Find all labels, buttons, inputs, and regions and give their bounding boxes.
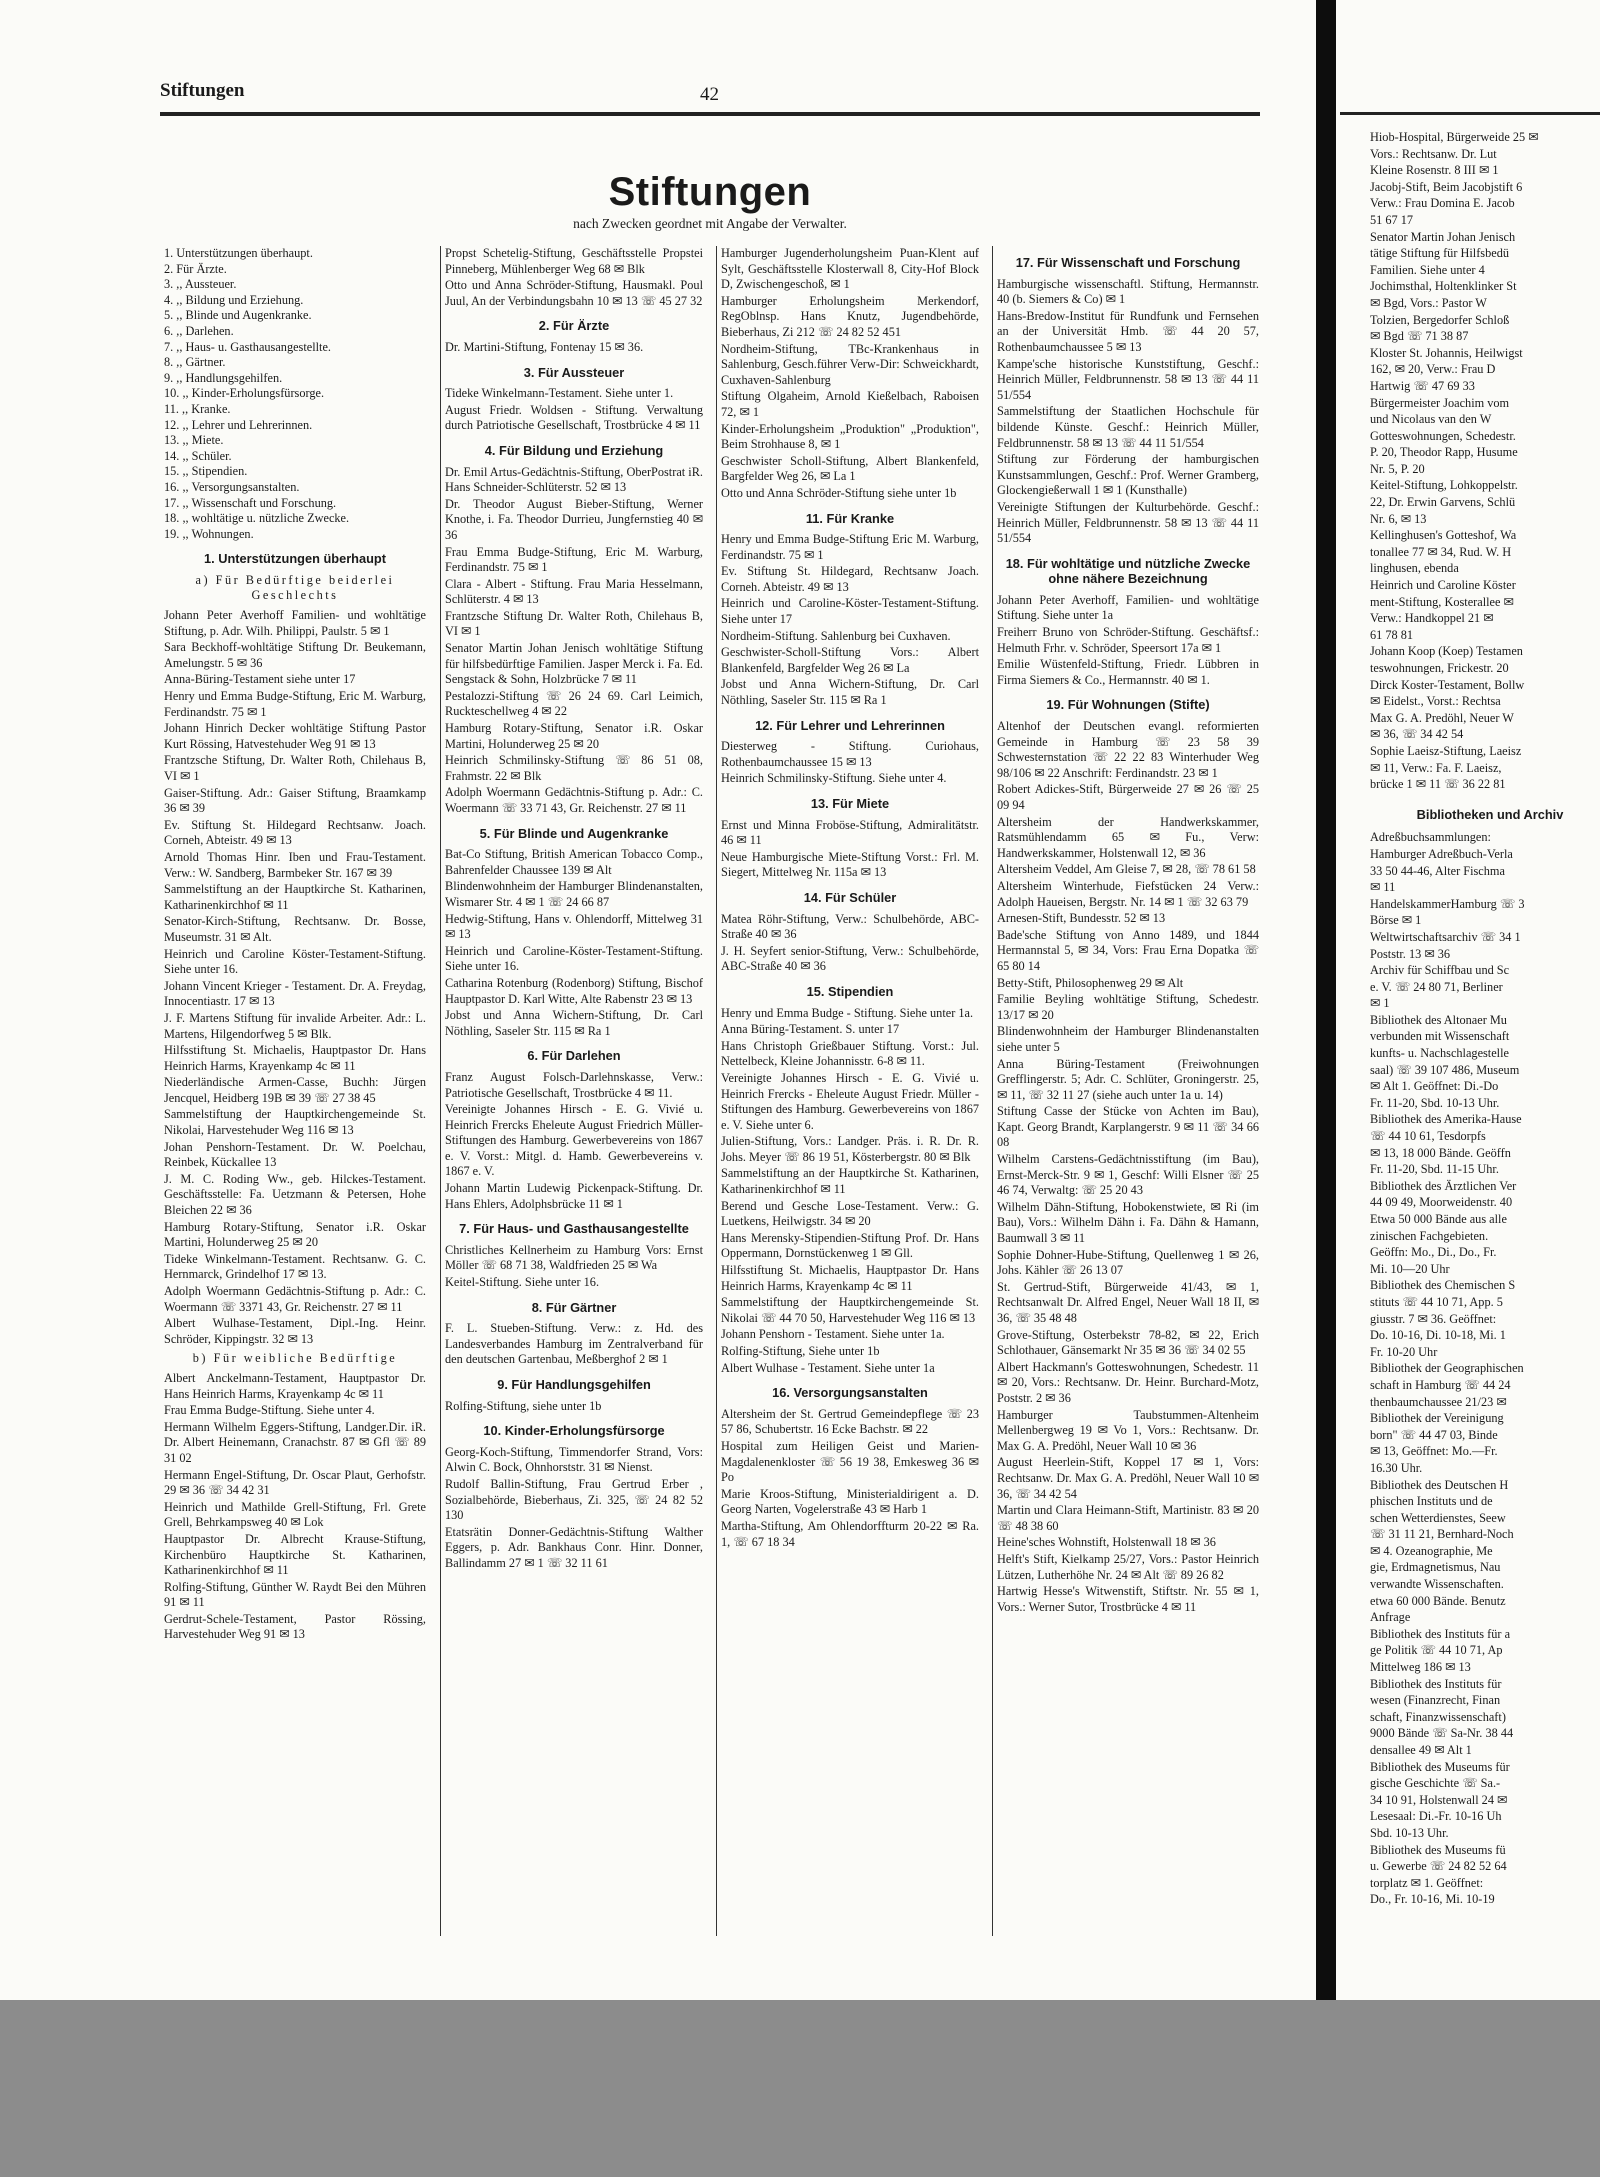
directory-entry: Keitel-Stiftung, Lohkoppelstr. bbox=[1370, 478, 1518, 493]
directory-entry: schaft, Finanzwissenschaft) bbox=[1370, 1709, 1506, 1724]
directory-entry: Kleine Rosenstr. 8 III ✉ 1 bbox=[1370, 163, 1499, 178]
directory-entry: ment-Stiftung, Kosterallee ✉ bbox=[1370, 594, 1514, 609]
directory-entry: Henry und Emma Budge - Stiftung. Siehe unter 1a. bbox=[721, 1005, 974, 1020]
directory-entry: Hermann Engel-Stiftung, Dr. Oscar Plaut, Gerhofstr. 29 ✉ 36 ☏ 34 42 31 bbox=[164, 1467, 426, 1498]
directory-entry: August Friedr. Woldsen - Stiftung. Verwaltung durch Patriotische Gesellschaft, Trostbrücke 4 ✉ 11 bbox=[445, 402, 703, 433]
directory-entry: Vors.: Rechtsanw. Dr. Lut bbox=[1370, 146, 1497, 161]
directory-entry: Hospital zum Heiligen Geist und Marien-Magdalenenkloster ☏ 56 19 38, Emkesweg 36 ✉ Po bbox=[721, 1438, 979, 1485]
directory-entry: Ev. Stiftung St. Hildegard Rechtsanw. Joach. Corneh, Abteistr. 49 ✉ 13 bbox=[164, 817, 426, 848]
directory-entry: Adreßbuchsammlungen: bbox=[1370, 830, 1491, 845]
directory-entry: Arnesen-Stift, Bundesstr. 52 ✉ 13 bbox=[997, 911, 1166, 926]
directory-entry: Fr. 11-20, Sbd. 11-15 Uhr. bbox=[1370, 1162, 1499, 1177]
directory-entry: Hilfsstiftung St. Michaelis, Hauptpastor Dr. Hans Heinrich Harms, Krayenkamp 4c ✉ 11 bbox=[721, 1263, 979, 1293]
directory-entry: Clara - Albert - Stiftung. Frau Maria Hesselmann, Schlüterstr. 4 ✉ 13 bbox=[445, 576, 703, 607]
directory-entry: Frantzsche Stiftung, Dr. Walter Roth, Chilehaus B, VI ✉ 1 bbox=[164, 753, 426, 783]
section-heading: 11. Für Kranke bbox=[805, 510, 895, 526]
section-heading: 14. Für Schüler bbox=[803, 889, 897, 905]
directory-entry: Stiftung Casse der Stücke von Achten im Bau), Kapt. Georg Brandt, Karplangerstr. 9 ✉ 11 ☏ 34 66 08 bbox=[997, 1104, 1259, 1150]
directory-entry: Mittelweg 186 ✉ 13 bbox=[1370, 1660, 1471, 1675]
directory-entry: Gaiser-Stiftung. Adr.: Gaiser Stiftung, Braamkamp 36 ✉ 39 bbox=[164, 785, 426, 816]
directory-entry: Rolfing-Stiftung, Siehe unter 1b bbox=[721, 1344, 880, 1358]
directory-entry: stituts ☏ 44 10 71, App. 5 bbox=[1370, 1294, 1503, 1309]
directory-entry: schaft in Hamburg ☏ 44 24 bbox=[1370, 1377, 1511, 1392]
directory-entry: Heinrich und Caroline-Köster-Testament-Stiftung. Siehe unter 16. bbox=[445, 943, 703, 974]
directory-entry: ✉ 11 bbox=[1370, 880, 1396, 895]
directory-entry: Senator Martin Johan Jenisch bbox=[1370, 229, 1516, 244]
directory-entry: Bibliothek des Museums fü bbox=[1370, 1842, 1506, 1857]
toc-item: 14. ,, Schüler. bbox=[164, 448, 232, 463]
directory-entry: ✉ Bgd, Vors.: Pastor W bbox=[1370, 295, 1487, 310]
directory-entry: Nr. 5, P. 20 bbox=[1370, 461, 1425, 476]
directory-entry: Bibliothek des Amerika-Hause bbox=[1370, 1112, 1522, 1127]
directory-entry: saal) ☏ 39 107 486, Museum bbox=[1370, 1062, 1520, 1077]
directory-entry: Lesesaal: Di.-Fr. 10-16 Uh bbox=[1370, 1809, 1502, 1824]
directory-entry: Tolzien, Bergedorfer Schloß bbox=[1370, 312, 1510, 327]
directory-entry: Frantzsche Stiftung Dr. Walter Roth, Chilehaus B, VI ✉ 1 bbox=[445, 608, 703, 639]
subsection-heading: b) Für weibliche Bedürftige bbox=[192, 1351, 398, 1366]
toc-item: 15. ,, Stipendien. bbox=[164, 464, 248, 479]
directory-entry: ☏ 31 11 21, Bernhard-Noch bbox=[1370, 1527, 1514, 1542]
section-heading: 8. Für Gärtner bbox=[531, 1299, 617, 1315]
directory-entry: Archiv für Schiffbau und Sc bbox=[1370, 963, 1510, 978]
directory-entry: Hiob-Hospital, Bürgerweide 25 ✉ bbox=[1370, 130, 1539, 144]
directory-entry: Johann Martin Ludewig Pickenpack-Stiftung. Dr. Hans Ehlers, Adolphsbrücke 11 ✉ 1 bbox=[445, 1181, 703, 1211]
directory-entry: etwa 60 000 Bände. Benutz bbox=[1370, 1593, 1506, 1608]
directory-entry: Anna Büring-Testament (Freiwohnungen Grefflingerstr. 5; Adr. C. Schlüter, Groningerstr. 25, ✉ 11, ☏ 32 11 27 (siehe auch unter 1a u. 14) bbox=[997, 1056, 1259, 1102]
directory-entry: Börse ✉ 1 bbox=[1370, 913, 1422, 928]
directory-entry: J. F. Martens Stiftung für invalide Arbeiter. Adr.: L. Martens, Hilgendorfweg 5 ✉ Blk. bbox=[164, 1010, 426, 1041]
directory-entry: verbunden mit Wissenschaft bbox=[1370, 1029, 1510, 1044]
directory-entry: Familie Beyling wohltätige Stiftung, Schedestr. 13/17 ✉ 20 bbox=[997, 992, 1259, 1022]
section-heading: 1. Unterstützungen überhaupt bbox=[204, 551, 386, 567]
directory-entry: phischen Instituts und de bbox=[1370, 1494, 1493, 1509]
directory-entry: St. Gertrud-Stift, Bürgerweide 41/43, ✉ 1, Rechtsanwalt Dr. Alfred Engel, Neuer Wall 18 II, ✉ 36, ☏ 35 48 48 bbox=[997, 1279, 1259, 1325]
directory-entry: Sammelstiftung an der Hauptkirche St. Katharinen, Katharinenkirchhof ✉ 11 bbox=[721, 1166, 979, 1197]
directory-entry: kunfts- u. Nachschlagestelle bbox=[1370, 1046, 1509, 1061]
directory-entry: wesen (Finanzrecht, Finan bbox=[1370, 1693, 1501, 1708]
directory-entry: Hamburg Rotary-Stiftung, Senator i.R. Oskar Martini, Holunderweg 25 ✉ 20 bbox=[445, 721, 703, 751]
directory-entry: ✉ 11, Verw.: Fa. F. Laeisz, bbox=[1370, 760, 1502, 775]
directory-entry: Bibliothek des Museums für bbox=[1370, 1759, 1510, 1774]
directory-entry: tätige Stiftung für Hilfsbedü bbox=[1370, 246, 1510, 261]
directory-entry: Rolfing-Stiftung, Günther W. Raydt Bei den Mühren 91 ✉ 11 bbox=[164, 1579, 426, 1610]
toc-item: 5. ,, Blinde und Augenkranke. bbox=[164, 308, 312, 323]
section-heading: 12. Für Lehrer und Lehrerinnen bbox=[755, 717, 945, 733]
section-heading: 3. Für Aussteuer bbox=[523, 364, 625, 380]
directory-entry: Rudolf Ballin-Stiftung, Frau Gertrud Erber , Sozialbehörde, Bieberhaus, Zi. 325, ☏ 24 82 52 130 bbox=[445, 1476, 703, 1523]
directory-entry: Fr. 11-20, Sbd. 10-13 Uhr. bbox=[1370, 1095, 1500, 1110]
directory-entry: ✉ 36, ☏ 34 42 54 bbox=[1370, 727, 1464, 742]
directory-entry: verwandte Wissenschaften. bbox=[1370, 1577, 1504, 1592]
directory-entry: ✉ Eidelst., Vorst.: Rechtsa bbox=[1370, 694, 1501, 709]
directory-entry: Hamburg Rotary-Stiftung, Senator i.R. Oskar Martini, Holunderweg 25 ✉ 20 bbox=[164, 1219, 426, 1250]
toc-item: 13. ,, Miete. bbox=[164, 433, 224, 448]
directory-entry: Albert Wulhase - Testament. Siehe unter 1a bbox=[721, 1360, 935, 1375]
directory-entry: Tideke Winkelmann-Testament. Siehe unter 1. bbox=[445, 386, 674, 401]
directory-entry: und Nicolaus van den W bbox=[1370, 412, 1492, 427]
directory-entry: Hartwig ☏ 47 69 33 bbox=[1370, 378, 1475, 393]
directory-entry: Dr. Martini-Stiftung, Fontenay 15 ✉ 36. bbox=[445, 339, 644, 354]
directory-entry: Ev. Stiftung St. Hildegard, Rechtsanw Joach. Corneh. Abteistr. 49 ✉ 13 bbox=[721, 564, 979, 594]
directory-entry: ✉ Alt 1. Geöffnet: Di.-Do bbox=[1370, 1079, 1499, 1094]
directory-entry: Vereinigte Stiftungen der Kulturbehörde. Geschf.: Heinrich Müller, Feldbrunnenstr. 58 ✉ 13 ☏ 44 11 51/554 bbox=[997, 499, 1259, 546]
directory-entry: Sammelstiftung an der Hauptkirche St. Katharinen, Katharinenkirchhof ✉ 11 bbox=[164, 882, 426, 912]
directory-entry: Nordheim-Stiftung. Sahlenburg bei Cuxhaven. bbox=[721, 628, 951, 643]
directory-entry: Hamburger Taubstummen-Altenheim Mellenbergweg 19 ✉ Vo 1, Vors.: Rechtsanw. Dr. Max G. A. Predöhl, Neuer Wall 10 ✉ 36 bbox=[997, 1407, 1259, 1453]
directory-entry: 162, ✉ 20, Verw.: Frau D bbox=[1370, 362, 1496, 377]
directory-entry: 16.30 Uhr. bbox=[1370, 1460, 1423, 1475]
directory-entry: Martha-Stiftung, Am Ohlendorffturm 20-22 ✉ Ra. 1, ☏ 67 18 34 bbox=[721, 1518, 979, 1549]
directory-entry: Otto und Anna Schröder-Stiftung, Hausmakl. Poul Juul, An der Verbindungsbahn 10 ✉ 13 ☏ 45 27 32 bbox=[445, 278, 703, 308]
directory-entry: Martin und Clara Heimann-Stift, Martinistr. 83 ✉ 20 ☏ 48 38 60 bbox=[997, 1503, 1259, 1533]
directory-entry: Dirck Koster-Testament, Bollw bbox=[1370, 677, 1525, 692]
directory-entry: Johann Penshorn - Testament. Siehe unter 1a. bbox=[721, 1327, 945, 1342]
directory-entry: Etwa 50 000 Bände aus alle bbox=[1370, 1212, 1507, 1226]
directory-entry: Stiftung zur Förderung der hamburgischen Kunstsammlungen, Geschf.: Prof. Werner Gramberg, Glockengießerwall 1 ✉ 1 (Kunsthalle) bbox=[997, 452, 1259, 498]
directory-entry: Heinrich und Caroline Köster-Testament-Stiftung. Siehe unter 16. bbox=[164, 946, 426, 977]
directory-entry: Johann Peter Averhoff, Familien- und wohltätige Stiftung. Siehe unter 1a bbox=[997, 592, 1259, 623]
directory-entry: 9000 Bände ☏ Sa-Nr. 38 44 bbox=[1370, 1726, 1514, 1741]
section-heading: 19. Für Wohnungen (Stifte) bbox=[1046, 697, 1210, 713]
directory-entry: e. V. ☏ 24 80 71, Berliner bbox=[1370, 979, 1503, 994]
book-gutter bbox=[1316, 0, 1336, 2000]
directory-entry: u. Gewerbe ☏ 24 82 52 64 bbox=[1370, 1859, 1507, 1874]
directory-entry: 34 10 91, Holstenwall 24 ✉ bbox=[1370, 1792, 1508, 1807]
directory-entry: Anfrage bbox=[1370, 1610, 1411, 1625]
directory-entry: Hans Merensky-Stipendien-Stiftung Prof. Dr. Hans Oppermann, Dornstückenweg 1 ✉ Gll. bbox=[721, 1230, 979, 1261]
directory-entry: Kinder-Erholungsheim „Produktion" „Produktion", Beim Strohhause 8, ✉ 1 bbox=[721, 421, 979, 452]
directory-entry: 33 50 44-46, Alter Fischma bbox=[1370, 863, 1505, 878]
directory-entry: schen Wetterdienstes, Seew bbox=[1370, 1510, 1506, 1525]
directory-entry: Altenhof der Deutschen evangl. reformierten Gemeinde in Hamburg ☏ 23 58 39 Schwesternstation ☏ 22 22 83 Winterhuder Weg 98/106 ✉ 22 Anschrift: Ferdinandstr. 23 ✉ 1 bbox=[997, 719, 1259, 780]
directory-entry: Jacobj-Stift, Beim Jacobjstift 6 bbox=[1370, 179, 1523, 194]
directory-entry: Kampe'sche historische Kunststiftung, Geschf.: Heinrich Müller, Feldbrunnenstr. 58 ✉ 13 ☏ 44 11 51/554 bbox=[997, 356, 1259, 402]
directory-entry: Emilie Wüstenfeld-Stiftung, Friedr. Lübbren in Firma Siemers & Co., Hermannstr. 40 ✉ 1. bbox=[997, 657, 1259, 687]
directory-entry: Albert Hackmann's Gotteswohnungen, Schedestr. 11 ✉ 20, Vors.: Rechtsanw. Dr. Heinr. Burchard-Motz, Poststr. 2 ✉ 36 bbox=[997, 1359, 1259, 1405]
directory-entry: Berend und Gesche Lose-Testament. Verw.: G. Luetkens, Heilwigstr. 34 ✉ 20 bbox=[721, 1198, 979, 1229]
directory-entry: Mi. 10—20 Uhr bbox=[1370, 1261, 1450, 1276]
directory-entry: Heine'sches Wohnstift, Holstenwall 18 ✉ 36 bbox=[997, 1535, 1216, 1550]
directory-entry: 51 67 17 bbox=[1370, 212, 1414, 227]
toc-item: 1. Unterstützungen überhaupt. bbox=[164, 246, 313, 260]
directory-entry: Tideke Winkelmann-Testament. Rechtsanw. G. C. Hernmarck, Grindelhof 17 ✉ 13. bbox=[164, 1251, 426, 1282]
directory-entry: Bat-Co Stiftung, British American Tobacco Comp., Bahrenfelder Chaussee 139 ✉ Alt bbox=[445, 847, 703, 877]
directory-entry: Hamburger Adreßbuch-Verla bbox=[1370, 846, 1513, 861]
section-heading: 13. Für Miete bbox=[810, 796, 890, 811]
directory-entry: 22, Dr. Erwin Garvens, Schlü bbox=[1370, 495, 1516, 510]
directory-entry: Senator Martin Johan Jenisch wohltätige Stiftung für hilfsbedürftige Familien. Jasper Merck i. Fa. Ed. Sengstack & Sohn, Holzbrücke 7 ✉ 11 bbox=[445, 641, 703, 687]
section-heading: 9. Für Handlungsgehilfen bbox=[497, 1377, 651, 1392]
directory-entry: Adolph Woermann Gedächtnis-Stiftung p. Adr.: C. Woermann ☏ 3371 43, Gr. Reichenstr. 27 ✉ 11 bbox=[164, 1284, 426, 1314]
directory-entry: Hilfsstiftung St. Michaelis, Hauptpastor Dr. Hans Heinrich Harms, Krayenkamp 4c ✉ 11 bbox=[164, 1043, 426, 1073]
directory-entry: Franz August Folsch-Darlehnskasse, Verw.: Patriotische Gesellschaft, Trostbrücke 4 ✉ 11. bbox=[445, 1069, 703, 1100]
directory-entry: born" ☏ 44 47 03, Binde bbox=[1370, 1427, 1498, 1442]
directory-entry: Henry und Emma Budge-Stiftung Eric M. Warburg, Ferdinandstr. 75 ✉ 1 bbox=[721, 532, 979, 562]
directory-entry: Adolph Woermann Gedächtnis-Stiftung p. Adr.: C. Woermann ☏ 33 71 43, Gr. Reichenstr. 27 ✉ 11 bbox=[445, 785, 703, 815]
directory-entry: Johann Hinrich Decker wohltätige Stiftung Pastor Kurt Rössing, Hatvestehuder Weg 91 ✉ 13 bbox=[164, 721, 426, 751]
toc-item: 9. ,, Handlungsgehilfen. bbox=[164, 370, 283, 385]
directory-entry: J. H. Seyfert senior-Stiftung, Verw.: Schulbehörde, ABC-Straße 40 ✉ 36 bbox=[721, 943, 979, 974]
section-heading: 17. Für Wissenschaft und Forschung bbox=[1015, 255, 1241, 270]
directory-entry: Propst Schetelig-Stiftung, Geschäftsstelle Propstei Pinneberg, Mühlenberger Weg 68 ✉ Blk bbox=[445, 246, 703, 276]
directory-entry: Stiftung Olgaheim, Arnold Kießelbach, Raboisen 72, ✉ 1 bbox=[721, 389, 979, 419]
directory-entry: Sbd. 10-13 Uhr. bbox=[1370, 1825, 1449, 1840]
directory-entry: Johann Koop (Koep) Testamen bbox=[1370, 644, 1523, 659]
directory-entry: Jochimsthal, Holtenklinker St bbox=[1370, 279, 1517, 294]
toc-item: 10. ,, Kinder-Erholungsfürsorge. bbox=[164, 386, 325, 401]
directory-entry: Gerdrut-Schele-Testament, Pastor Rössing, Harvestehuder Weg 91 ✉ 13 bbox=[164, 1611, 426, 1642]
directory-entry: Johann Vincent Krieger - Testament. Dr. A. Freydag, Innocentiastr. 17 ✉ 13 bbox=[164, 978, 426, 1009]
directory-entry: Marie Kroos-Stiftung, Ministerialdirigent a. D. Georg Narten, Vogelerstraße 43 ✉ Harb 1 bbox=[721, 1486, 979, 1517]
directory-entry: Do., Fr. 10-16, Mi. 10-19 bbox=[1370, 1892, 1495, 1907]
directory-entry: ✉ 13, 18 000 Bände. Geöffn bbox=[1370, 1145, 1511, 1160]
directory-entry: teswohnungen, Frickestr. 20 bbox=[1370, 661, 1509, 675]
section-heading: 18. Für wohltätige und nützliche Zwecke ohne nähere Bezeichnung bbox=[1005, 555, 1251, 587]
directory-entry: HandelskammerHamburg ☏ 3 bbox=[1370, 896, 1525, 911]
scan-background bbox=[0, 2000, 1600, 2177]
toc-item: 6. ,, Darlehen. bbox=[164, 323, 234, 338]
directory-entry: Familien. Siehe unter 4 bbox=[1370, 262, 1485, 277]
directory-entry: Henry und Emma Budge-Stiftung, Eric M. Warburg, Ferdinandstr. 75 ✉ 1 bbox=[164, 689, 426, 719]
toc-item: 17. ,, Wissenschaft und Forschung. bbox=[164, 495, 337, 510]
directory-entry: Jobst und Anna Wichern-Stiftung, Dr. Carl Nöthling, Saseler Str. 115 ✉ Ra 1 bbox=[445, 1008, 703, 1038]
facing-page-column bbox=[1370, 130, 1600, 1910]
directory-entry: Neue Hamburgische Miete-Stiftung Vorst.: Frl. M. Siegert, Mittelweg Nr. 115a ✉ 13 bbox=[721, 849, 979, 880]
directory-entry: Johann Peter Averhoff Familien- und wohltätige Stiftung, p. Adr. Wilh. Philippi, Paulstr. 5 ✉ 1 bbox=[164, 608, 426, 638]
directory-entry: Nr. 6, ✉ 13 bbox=[1370, 511, 1427, 526]
directory-entry: Gotteswohnungen, Schedestr. bbox=[1370, 428, 1516, 443]
directory-entry: ☏ 44 10 61, Tesdorpfs bbox=[1370, 1129, 1486, 1144]
directory-entry: Senator-Kirch-Stiftung, Rechtsanw. Dr. Bosse, Museumstr. 31 ✉ Alt. bbox=[164, 914, 426, 944]
directory-entry: Bibliothek des Altonaer Mu bbox=[1370, 1012, 1507, 1027]
directory-entry: Frau Emma Budge-Stiftung, Eric M. Warburg, Ferdinandstr. 75 ✉ 1 bbox=[445, 544, 703, 575]
directory-entry: Bürgermeister Joachim vom bbox=[1370, 395, 1510, 410]
directory-entry: ✉ 13, Geöffnet: Mo.—Fr. bbox=[1370, 1444, 1498, 1459]
directory-entry: ✉ 4. Ozeanographie, Me bbox=[1370, 1543, 1493, 1558]
page-subtitle: nach Zwecken geordnet mit Angabe der Verwalter. bbox=[573, 216, 847, 231]
directory-entry: Bibliothek der Vereinigung bbox=[1370, 1411, 1504, 1426]
directory-entry: Fr. 10-20 Uhr bbox=[1370, 1344, 1438, 1359]
directory-entry: Bibliothek des Instituts für a bbox=[1370, 1626, 1511, 1641]
directory-entry: Freiherr Bruno von Schröder-Stiftung. Geschäftsf.: Helmuth Frhr. v. Schröder, Speersort 17a ✉ 1 bbox=[997, 625, 1259, 655]
directory-entry: Geschwister Scholl-Stiftung, Albert Blankenfeld, Bargfelder Weg 26, ✉ La 1 bbox=[721, 453, 979, 484]
section-heading: 6. Für Darlehen bbox=[527, 1048, 621, 1064]
section-heading: 5. Für Blinde und Augenkranke bbox=[479, 825, 669, 841]
directory-entry: Altersheim der St. Gertrud Gemeindepflege ☏ 23 57 86, Schubertstr. 16 Ecke Bachstr. ✉ 22 bbox=[721, 1406, 979, 1437]
directory-entry: Heinrich und Mathilde Grell-Stiftung, Frl. Grete Grell, Behrkampsweg 40 ✉ Lok bbox=[164, 1499, 426, 1530]
directory-entry: Poststr. 13 ✉ 36 bbox=[1370, 946, 1451, 961]
subsection-heading: a) Für Bedürftige beiderlei Geschlechts bbox=[195, 572, 395, 603]
directory-entry: Verw.: Handkoppel 21 ✉ bbox=[1370, 611, 1494, 626]
directory-entry: Heinrich Schmilinsky-Stiftung ☏ 86 51 08, Frahmstr. 22 ✉ Blk bbox=[445, 753, 703, 783]
toc-item: 16. ,, Versorgungsanstalten. bbox=[164, 479, 300, 494]
directory-entry: Bibliothek des Ärztlichen Ver bbox=[1370, 1178, 1517, 1193]
directory-entry: Anna Büring-Testament. S. unter 17 bbox=[721, 1022, 900, 1037]
directory-entry: Ernst und Minna Froböse-Stiftung, Admiralitätstr. 46 ✉ 11 bbox=[721, 817, 979, 848]
running-header bbox=[160, 78, 1260, 116]
directory-entry: Altersheim der Handwerkskammer, Ratsmühlendamm 65 ✉ Fu., Verw: Handwerkskammer, Holstenwall 12, ✉ 36 bbox=[997, 814, 1259, 860]
toc-item: 8. ,, Gärtner. bbox=[164, 355, 226, 370]
section-heading: 16. Versorgungsanstalten bbox=[772, 1385, 928, 1401]
directory-entry: ✉ 1 bbox=[1370, 996, 1390, 1011]
directory-entry: Hamburger Jugenderholungsheim Puan-Klent auf Sylt, Geschäftsstelle Klosterwall 8, City-Hof Block D, Zwischengeschoß, ✉ 1 bbox=[721, 246, 979, 292]
directory-entry: Bibliothek der Geographischen bbox=[1370, 1361, 1524, 1376]
directory-entry: Sophie Dohner-Hube-Stiftung, Quellenweg 1 ✉ 26, Johs. Kähler ☏ 26 13 07 bbox=[997, 1247, 1259, 1278]
directory-entry: Altersheim Winterhude, Fiefstücken 24 Verw.: Adolph Haueisen, Bergstr. Nr. 14 ✉ 1 ☏ 32 63 79 bbox=[997, 878, 1259, 909]
directory-entry: 44 09 49, Moorweidenstr. 40 bbox=[1370, 1195, 1513, 1210]
directory-entry: ✉ Bgd ☏ 71 38 87 bbox=[1370, 329, 1469, 344]
directory-entry: Sammelstiftung der Staatlichen Hochschule für bildende Künste. Geschf.: Heinrich Müller, Feldbrunnenstr. 58 ✉ 13 ☏ 44 11 51/554 bbox=[997, 404, 1259, 450]
directory-entry: Nordheim-Stiftung, TBc-Krankenhaus in Sahlenburg, Gesch.führer Verw-Dir: Schweickhardt, Cuxhaven-Sahlenburg bbox=[721, 341, 979, 387]
directory-entry: Catharina Rotenburg (Rodenborg) Stiftung, Bischof Hauptpastor D. Karl Witte, Alte Rabenstr 23 ✉ 13 bbox=[445, 975, 703, 1006]
directory-entry: Robert Adickes-Stift, Bürgerweide 27 ✉ 26 ☏ 25 09 94 bbox=[997, 782, 1259, 812]
directory-entry: Altersheim Veddel, Am Gleise 7, ✉ 28, ☏ 78 61 58 bbox=[997, 862, 1256, 877]
directory-entry: thenbaumchaussee 21/23 ✉ bbox=[1370, 1394, 1507, 1409]
directory-entry: Betty-Stift, Philosophenweg 29 ✉ Alt bbox=[997, 975, 1184, 990]
page-number: 42 bbox=[700, 84, 719, 105]
directory-entry: Grove-Stiftung, Osterbekstr 78-82, ✉ 22, Erich Schlothauer, Gänsemarkt Nr 35 ✉ 36 ☏ 34 02 55 bbox=[997, 1327, 1259, 1358]
directory-entry: Heinrich und Caroline-Köster-Testament-Stiftung. Siehe unter 17 bbox=[721, 596, 979, 627]
directory-entry: Johan Penshorn-Testament. Dr. W. Poelchau, Reinbek, Kückallee 13 bbox=[164, 1139, 426, 1170]
directory-entry: Vereinigte Johannes Hirsch - E. G. Vivié u. Heinrich Frercks Eheleute August Friedrich Müller-Stiftungen des Hamburg. Gewerbevereins von 1867 e. V. Vorst.: Mitgl. d. Hamb. Gewerbevereins v. 1867 e. V. bbox=[445, 1102, 703, 1179]
directory-entry: Otto und Anna Schröder-Stiftung siehe unter 1b bbox=[721, 485, 957, 500]
directory-entry: tonallee 77 ✉ 34, Rud. W. H bbox=[1370, 544, 1512, 559]
text-column-3 bbox=[716, 246, 979, 1936]
directory-entry: F. L. Stueben-Stiftung. Verw.: z. Hd. des Landesverbandes Hamburg im Zentralverband für den deutschen Gartenbau, Meßberghof 2 ✉ 1 bbox=[445, 1321, 703, 1367]
directory-entry: 61 78 81 bbox=[1370, 627, 1414, 642]
toc-item: 4. ,, Bildung und Erziehung. bbox=[164, 292, 304, 307]
directory-entry: Keitel-Stiftung. Siehe unter 16. bbox=[445, 1275, 600, 1290]
directory-entry: P. 20, Theodor Rapp, Husume bbox=[1370, 445, 1518, 460]
directory-entry: Georg-Koch-Stiftung, Timmendorfer Strand, Vors: Alwin C. Bock, Ohnhorststr. 31 ✉ Nienst. bbox=[445, 1444, 703, 1475]
directory-entry: gie, Erdmagnetismus, Nau bbox=[1370, 1560, 1501, 1575]
section-heading: 7. Für Haus- und Gasthausangestellte bbox=[459, 1221, 689, 1237]
directory-entry: Blindenwohnheim der Hamburger Blindenanstalten siehe unter 5 bbox=[997, 1024, 1259, 1054]
directory-entry: Helft's Stift, Kielkamp 25/27, Vors.: Pastor Heinrich Lützen, Lutherhöhe Nr. 24 ✉ Alt ☏ 89 26 82 bbox=[997, 1551, 1259, 1582]
directory-entry: Etatsrätin Donner-Gedächtnis-Stiftung Walther Eggers, p. Adr. Bankhaus Conr. Hinr. Donner, Ballindamm 27 ✉ 1 ☏ 32 11 61 bbox=[445, 1524, 703, 1570]
section-heading: 4. Für Bildung und Erziehung bbox=[484, 442, 664, 458]
toc-item: 3. ,, Aussteuer. bbox=[164, 277, 237, 292]
directory-entry: Bibliothek des Chemischen S bbox=[1370, 1278, 1516, 1293]
directory-entry: Jobst und Anna Wichern-Stiftung, Dr. Carl Nöthling, Saseler Str. 115 ✉ Ra 1 bbox=[721, 677, 979, 708]
directory-entry: Wilhelm Dähn-Stiftung, Hobokenstwiete, ✉ Ri (im Bau), Vors.: Wilhelm Dähn i. Fa. Dähn & Hamann, Baumwall 3 ✉ 11 bbox=[997, 1199, 1259, 1246]
directory-entry: Hamburger Erholungsheim Merkendorf, RegOblnsp. Hans Knutz, Jugendbehörde, Bieberhaus, Zi 212 ☏ 24 82 52 451 bbox=[721, 293, 979, 339]
toc-item: 19. ,, Wohnungen. bbox=[164, 526, 254, 541]
directory-entry: brücke 1 ✉ 11 ☏ 36 22 81 bbox=[1370, 777, 1506, 792]
directory-entry: torplatz ✉ 1. Geöffnet: bbox=[1370, 1875, 1484, 1890]
directory-entry: Albert Anckelmann-Testament, Hauptpastor Dr. Hans Heinrich Harms, Krayenkamp 4c ✉ 11 bbox=[164, 1370, 426, 1401]
directory-entry: Hartwig Hesse's Witwenstift, Stiftstr. Nr. 55 ✉ 1, Vors.: Werner Sutor, Trostbrücke 4 ✉ 11 bbox=[997, 1584, 1259, 1614]
toc-item: 18. ,, wohltätige u. nützliche Zwecke. bbox=[164, 511, 350, 526]
facing-page-header-rule bbox=[1340, 112, 1600, 115]
directory-entry: Sammelstiftung der Hauptkirchengemeinde St. Nikolai, Harvestehuder Weg 116 ✉ 13 bbox=[164, 1107, 426, 1138]
toc-item: 11. ,, Kranke. bbox=[164, 401, 231, 416]
directory-entry: Dr. Emil Artus-Gedächtnis-Stiftung, OberPostrat iR. Hans Schneider-Schlüterstr. 52 ✉ 13 bbox=[445, 464, 703, 495]
directory-entry: Sammelstiftung der Hauptkirchengemeinde St. Nikolai ☏ 44 70 50, Harvestehuder Weg 116 ✉ 13 bbox=[721, 1295, 979, 1325]
directory-entry: densallee 49 ✉ Alt 1 bbox=[1370, 1743, 1472, 1757]
text-column-2 bbox=[440, 246, 703, 1936]
directory-entry: Rolfing-Stiftung, siehe unter 1b bbox=[445, 1398, 602, 1413]
directory-entry: J. M. C. Roding Ww., geb. Hilckes-Testament. Geschäftsstelle: Fa. Uetzmann & Petersen, Hohe Bleichen 22 ✉ 36 bbox=[164, 1171, 426, 1218]
directory-entry: zinischen Fachgebieten. bbox=[1370, 1228, 1489, 1243]
directory-entry: Geschwister-Scholl-Stiftung Vors.: Albert Blankenfeld, Bargfelder Weg 26 ✉ La bbox=[721, 645, 979, 675]
directory-entry: Max G. A. Predöhl, Neuer W bbox=[1370, 710, 1514, 725]
directory-entry: Verw.: Frau Domina E. Jacob bbox=[1370, 196, 1515, 211]
directory-entry: Diesterweg - Stiftung. Curiohaus, Rothenbaumchaussee 15 ✉ 13 bbox=[721, 739, 979, 769]
toc-item: 7. ,, Haus- u. Gasthausangestellte. bbox=[164, 339, 331, 354]
directory-entry: Blindenwohnheim der Hamburger Blindenanstalten, Wismarer Str. 4 ✉ 1 ☏ 24 66 87 bbox=[445, 879, 703, 909]
directory-entry: Hans-Bredow-Institut für Rundfunk und Fernsehen an der Universität Hmb. ☏ 44 20 57, Rothenbaumchaussee 5 ✉ 13 bbox=[997, 308, 1259, 354]
directory-entry: gische Geschichte ☏ Sa.- bbox=[1370, 1776, 1501, 1791]
text-column-4 bbox=[992, 246, 1259, 1936]
directory-entry: Heinrich Schmilinsky-Stiftung. Siehe unter 4. bbox=[721, 771, 947, 786]
directory-entry: Arnold Thomas Hinr. Iben und Frau-Testament. Verw.: W. Sandberg, Barmbeker Str. 167 ✉ 39 bbox=[164, 849, 426, 880]
directory-entry: linghusen, ebenda bbox=[1370, 561, 1459, 576]
directory-entry: Julien-Stiftung, Vors.: Landger. Präs. i. R. Dr. R. Johs. Meyer ☏ 86 19 51, Kösterbergstr. 80 ✉ Blk bbox=[721, 1134, 979, 1164]
directory-entry: Bibliothek des Instituts für bbox=[1370, 1676, 1502, 1691]
page-title: Stiftungen bbox=[608, 170, 812, 214]
directory-entry: Geöffn: Mo., Di., Do., Fr. bbox=[1370, 1245, 1497, 1260]
directory-entry: ge Politik ☏ 44 10 71, Ap bbox=[1370, 1643, 1503, 1658]
section-heading: 15. Stipendien bbox=[806, 983, 894, 999]
directory-entry: Do. 10-16, Di. 10-18, Mi. 1 bbox=[1370, 1328, 1506, 1343]
directory-entry: Frau Emma Budge-Stiftung. Siehe unter 4. bbox=[164, 1403, 375, 1418]
directory-entry: Heinrich und Caroline Köster bbox=[1370, 578, 1516, 593]
directory-entry: giusstr. 7 ✉ 36. Geöffnet: bbox=[1370, 1311, 1497, 1326]
text-column-1 bbox=[164, 246, 426, 1936]
directory-entry: Niederländische Armen-Casse, Buchh: Jürgen Jencquel, Heidberg 19B ✉ 39 ☏ 27 38 45 bbox=[164, 1075, 426, 1105]
directory-entry: Christliches Kellnerheim zu Hamburg Vors: Ernst Möller ☏ 68 71 38, Waldfrieden 25 ✉ Wa bbox=[445, 1242, 703, 1273]
directory-entry: Weltwirtschaftsarchiv ☏ 34 1 bbox=[1370, 929, 1521, 944]
directory-entry: Bibliothek des Deutschen H bbox=[1370, 1477, 1509, 1492]
section-heading: 10. Kinder-Erholungsfürsorge bbox=[483, 1423, 665, 1439]
directory-entry: Kellinghusen's Gotteshof, Wa bbox=[1370, 528, 1517, 543]
directory-entry: Anna-Büring-Testament siehe unter 17 bbox=[164, 672, 356, 687]
section-heading: Bibliotheken und Archiv bbox=[1416, 806, 1564, 822]
running-title: Stiftungen bbox=[160, 80, 245, 101]
directory-entry: Hermann Wilhelm Eggers-Stiftung, Landger.Dir. iR. Dr. Albert Heinemann, Cranachstr. 87 ✉ Gfl ☏ 89 31 02 bbox=[164, 1419, 426, 1465]
directory-entry: Matea Röhr-Stiftung, Verw.: Schulbehörde, ABC-Straße 40 ✉ 36 bbox=[721, 911, 979, 942]
directory-entry: Vereinigte Johannes Hirsch - E. G. Vivié u. Heinrich Frercks - Eheleute August Friedr. Müller - Stiftungen des Hamburg. Gewerbevereins von 1867 e. V. Siehe unter 6. bbox=[721, 1070, 979, 1132]
directory-entry: Kloster St. Johannis, Heilwigst bbox=[1370, 345, 1523, 360]
directory-entry: Wilhelm Carstens-Gedächtnisstiftung (im Bau), Ernst-Merck-Str. 9 ✉ 1, Geschf: Willi Elsner ☏ 25 46 74, Verwaltg: ☏ 25 20 43 bbox=[997, 1152, 1259, 1198]
directory-entry: Sophie Laeisz-Stiftung, Laeisz bbox=[1370, 743, 1522, 758]
directory-entry: Bade'sche Stiftung von Anno 1489, und 1844 Hermannstal 5, ✉ 34, Vors: Frau Erna Dopatka ☏ 65 80 14 bbox=[997, 927, 1259, 973]
directory-entry: Hamburgische wissenschaftl. Stiftung, Hermannstr. 40 (b. Siemers & Co) ✉ 1 bbox=[997, 276, 1259, 307]
directory-entry: Hans Christoph Grießbauer Stiftung. Vorst.: Jul. Nettelbeck, Kleine Johannisstr. 6-8 ✉ 11. bbox=[721, 1038, 979, 1069]
directory-entry: Albert Wulhase-Testament, Dipl.-Ing. Heinr. Schröder, Kippingstr. 32 ✉ 13 bbox=[164, 1316, 426, 1346]
directory-entry: August Heerlein-Stift, Koppel 17 ✉ 1, Vors: Rechtsanw. Dr. Max G. A. Predöhl, Neuer Wall 10 ✉ 36, ☏ 34 42 54 bbox=[997, 1455, 1259, 1501]
toc-item: 2. Für Ärzte. bbox=[164, 261, 227, 276]
directory-entry: Hedwig-Stiftung, Hans v. Ohlendorff, Mittelweg 31 ✉ 13 bbox=[445, 911, 703, 942]
section-heading: 2. Für Ärzte bbox=[538, 318, 610, 334]
directory-entry: Dr. Theodor August Bieber-Stiftung, Werner Knothe, i. Fa. Theodor Durrieu, Jungfernstieg 40 ✉ 36 bbox=[445, 496, 703, 542]
directory-entry: Pestalozzi-Stiftung ☏ 26 24 69. Carl Leimich, Ruckteschellweg 4 ✉ 22 bbox=[445, 688, 703, 719]
toc-item: 12. ,, Lehrer und Lehrerinnen. bbox=[164, 417, 313, 432]
directory-entry: Hauptpastor Dr. Albrecht Krause-Stiftung, Kirchenbüro Hauptkirche St. Katharinen, Katharinenkirchhof ✉ 11 bbox=[164, 1531, 426, 1578]
directory-entry: Sara Beckhoff-wohltätige Stiftung Dr. Beukemann, Amelungstr. 5 ✉ 36 bbox=[164, 640, 426, 670]
